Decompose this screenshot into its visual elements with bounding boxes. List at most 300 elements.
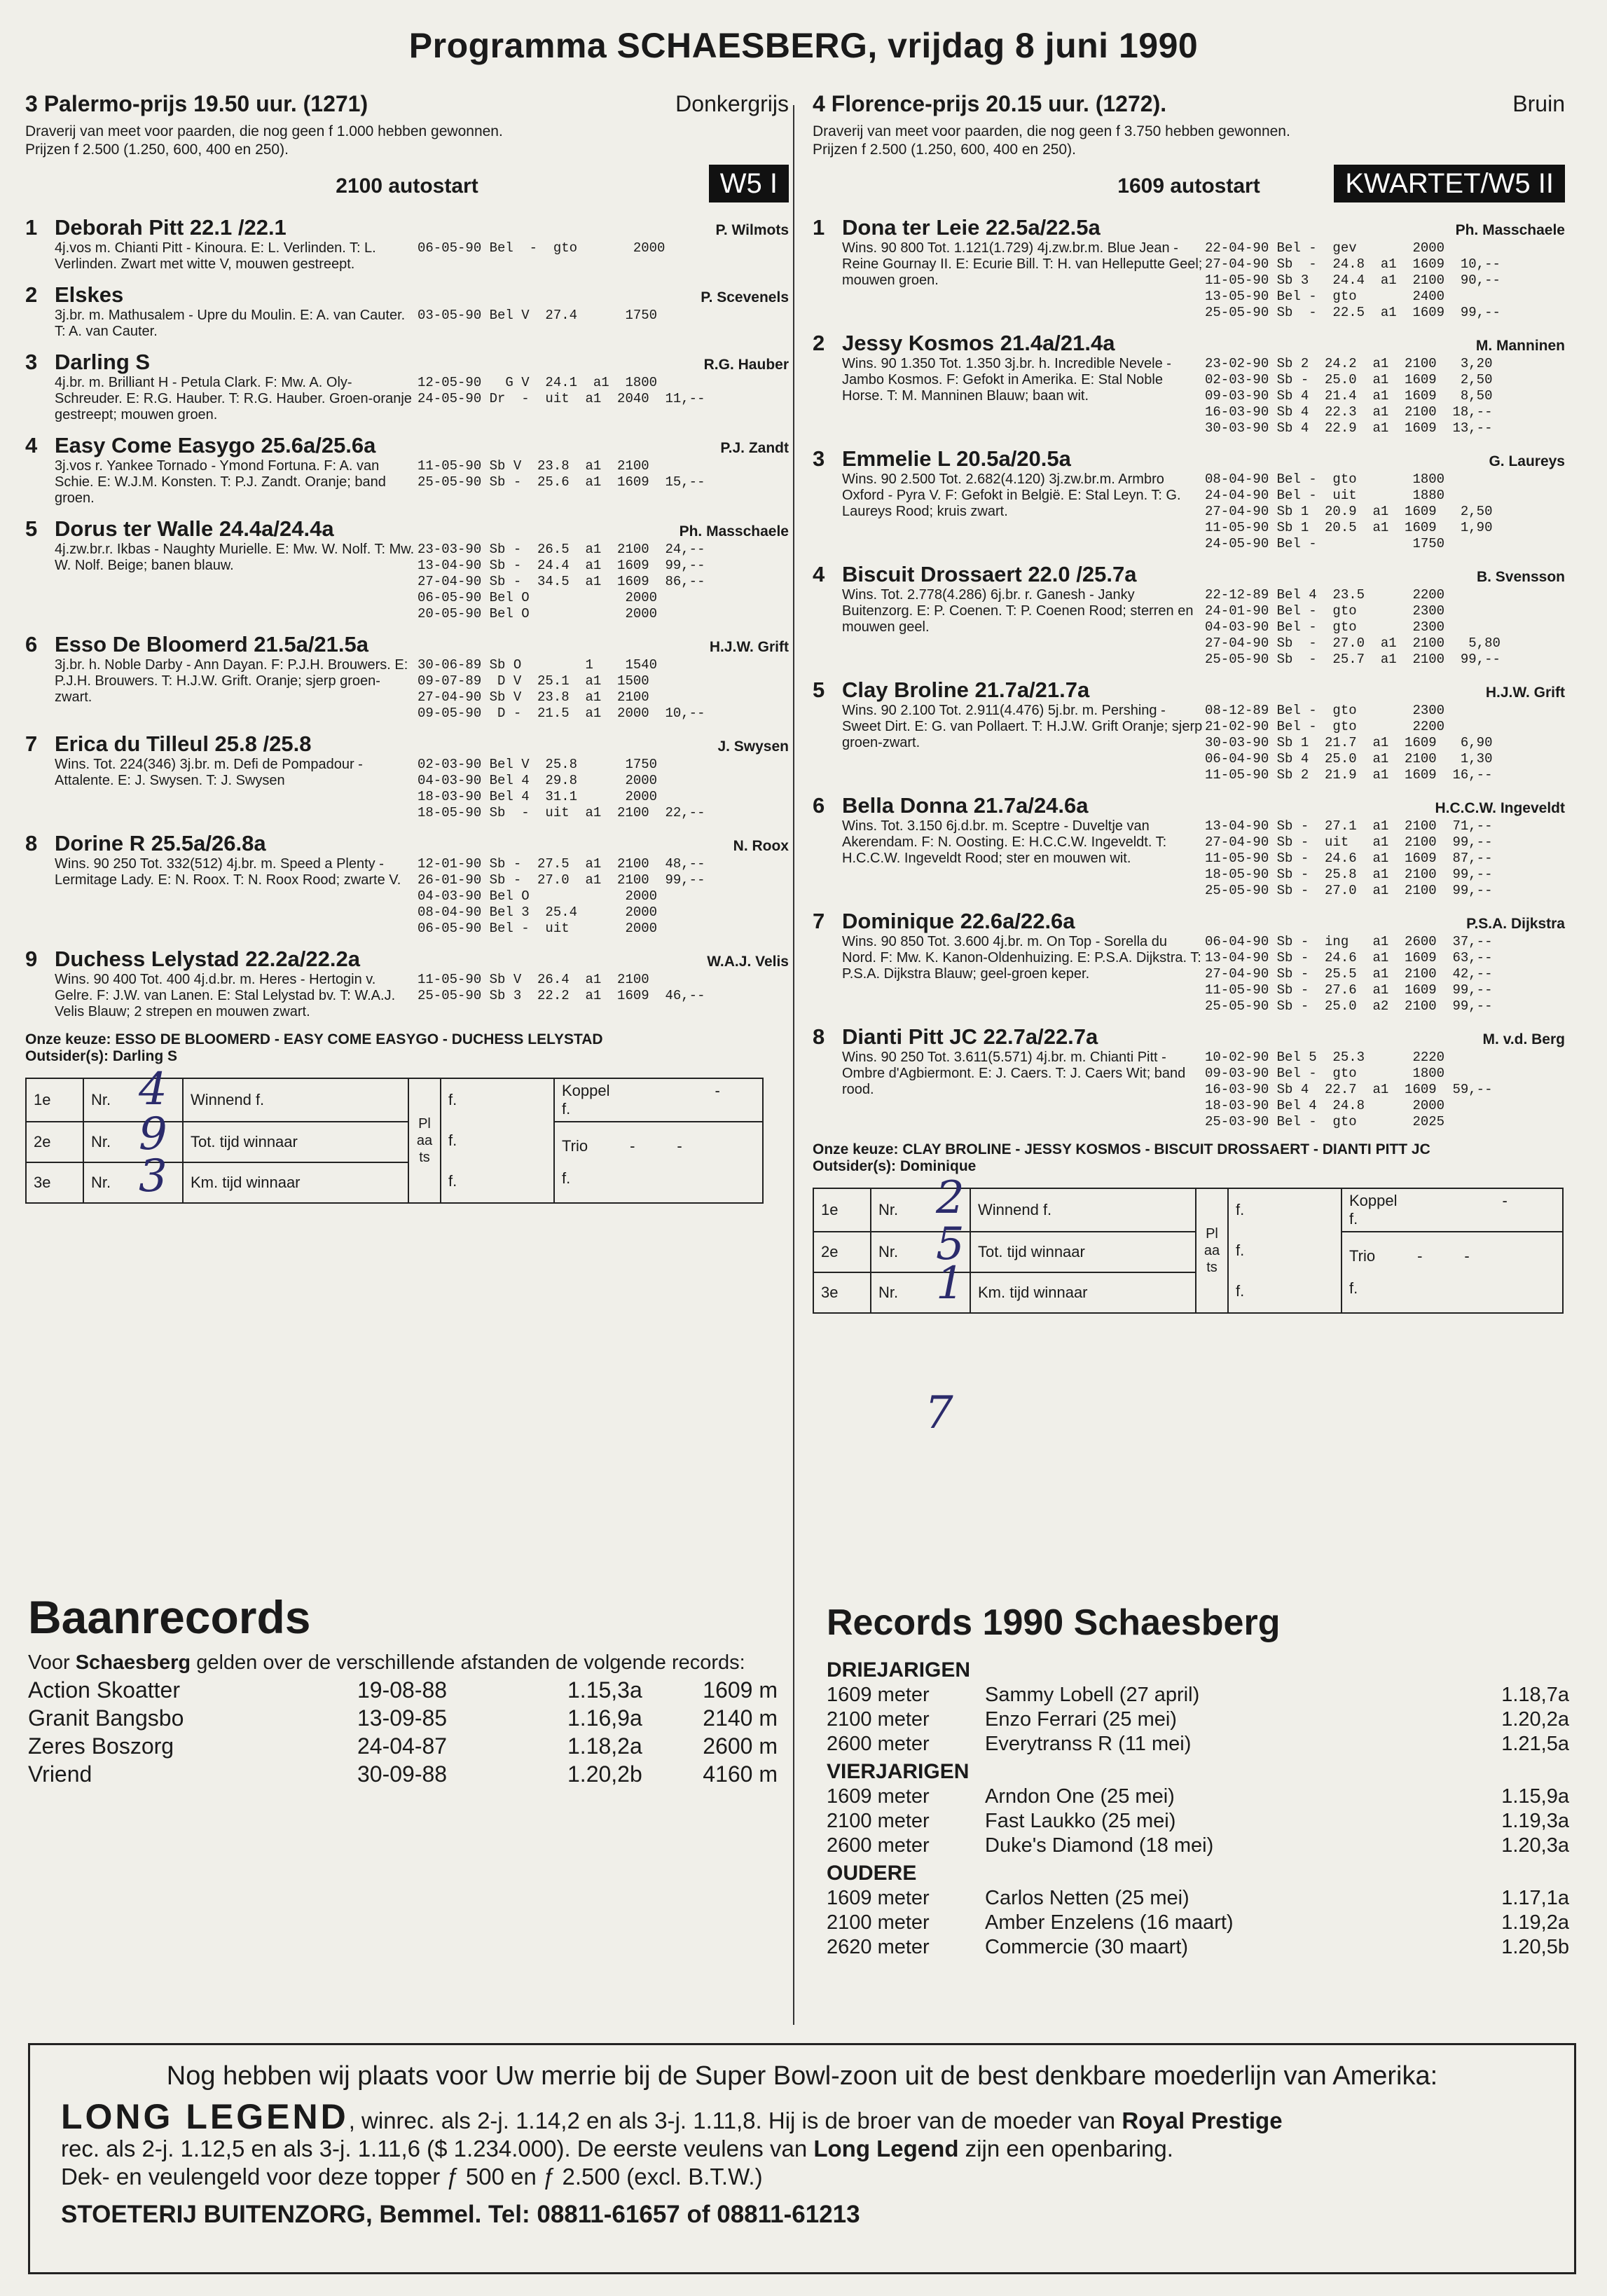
stallion-name: LONG LEGEND [61,2097,349,2136]
horse-name-text: Darling S [55,350,151,374]
horse-results: 13-04-90 Sb - 27.1 a1 2100 71,-- 27-04-90 Sb - uit a1 2100 99,-- 11-05-90 Sb - 24.6 a1 1609 87,-- 18-05-90 Sb - 25.8 a1 2100 99,-- 25-05-90 Sb - 27.0 a1 2100 99,-- [1205,818,1493,898]
race-4-column [813,91,1565,1439]
record-date: 30-09-88 [357,1761,448,1787]
horse-entry [813,1024,1565,1130]
horse-name-text: Dorus ter Walle 24.4a/24.4a [55,516,334,541]
label-cell: Km. tijd winnaar [970,1272,1196,1313]
horse-driver: B. Svensson [1476,569,1565,585]
horse-results: 11-05-90 Sb V 26.4 a1 2100 25-05-90 Sb 3 22.2 a1 1609 46,-- [418,972,705,1003]
horse-body [813,818,1565,899]
horse-name-text: Dominique 22.6a/22.6a [842,909,1075,933]
race-title: 3 Palermo-prijs 19.50 uur. (1271) [25,91,368,116]
place-cell: 1e [26,1078,83,1122]
bet-badge: W5 I [709,165,789,202]
trio-cell [554,1122,763,1203]
outsider-label: Outsider(s): [813,1158,897,1174]
horse-name [25,831,266,856]
horse-body [25,657,789,722]
track-records-section [28,1590,778,1788]
handwritten-number: 9 [139,1108,167,1160]
horse-body [25,375,789,423]
ad-footer: STOETERIJ BUITENZORG, Bemmel. Tel: 08811-61657 of 08811-61213 [61,2201,860,2228]
horse-header [25,433,789,458]
track-records-intro [28,1651,778,1675]
record-row [827,1683,1569,1707]
choice-text: ESSO DE BLOOMERD - EASY COME EASYGO - DUCHESS LELYSTAD [115,1031,603,1047]
track-record-row [28,1732,778,1760]
record-horse: Zeres Boszorg [28,1733,174,1759]
track-records-title: Baanrecords [28,1591,311,1643]
conditions-text: Draverij van meet voor paarden, die nog geen f 1.000 hebben gewonnen. [25,123,503,139]
horse-name-text: Jessy Kosmos 21.4a/21.4a [842,331,1115,355]
horse-driver: Ph. Masschaele [679,523,789,539]
horse-description: 4j.vos m. Chianti Pitt - Kinoura. E: L. Verlinden. T: L. Verlinden. Zwart met witte V, mouwen gestreept. [55,240,376,272]
horse-name [25,282,123,308]
horse-number: 8 [813,1024,825,1049]
horse-body [25,856,789,937]
horse-name [813,678,1089,703]
horse-entry [813,793,1565,899]
horse-entry [25,632,789,722]
result-row [26,1122,763,1162]
koppel-cell [554,1078,763,1122]
our-choice [25,1031,789,1065]
horse-results: 02-03-90 Bel V 25.8 1750 04-03-90 Bel 4 29.8 2000 18-03-90 Bel 4 31.1 2000 18-05-90 Sb - uit a1 2100 22,-- [418,757,705,820]
record-distance: 2600 meter [827,1733,930,1755]
ad-stallion-name: Long Legend [813,2136,959,2161]
horse-header [813,909,1565,934]
record-horse: Carlos Netten (25 mei) [985,1887,1189,1909]
horse-list [25,215,789,1020]
horse-results: 22-04-90 Bel - gev 2000 27-04-90 Sb - 24.8 a1 1609 10,-- 11-05-90 Sb 3 24.4 a1 2100 90,-- 13-05-90 Bel - gto 2400 25-05-90 Sb - 22.5 a1 1609 99,-- [1205,240,1501,320]
column-divider [793,105,794,2025]
bet-badge: KWARTET/W5 II [1334,165,1565,202]
horse-number: 7 [813,909,825,933]
outsider-text: Dominique [899,1158,977,1174]
horse-name [813,909,1075,934]
horse-number: 3 [25,350,38,374]
f-label: f. [1349,1279,1358,1297]
outsider-label: Outsider(s): [25,1048,109,1064]
ad-text: zijn een openbaring. [958,2136,1173,2161]
horse-description: Wins. 90 250 Tot. 3.611(5.571) 4j.br. m. Chianti Pitt - Ombre d'Agbiermont. E: J. Caers. T: J. Caers Wit; band rood. [842,1050,1186,1097]
plaats-f-cell [1228,1188,1342,1313]
horse-name-text: Duchess Lelystad 22.2a/22.2a [55,947,360,971]
nr-cell [83,1150,183,1203]
record-time: 1.16,9a [567,1705,642,1731]
horse-header [813,215,1565,240]
handwritten-number: 4 [139,1064,167,1115]
record-time: 1.21,5a [1501,1733,1569,1755]
record-distance: 4160 m [703,1761,778,1787]
horse-number: 4 [25,433,38,458]
horse-name-text: Clay Broline 21.7a/21.7a [842,678,1090,702]
place-cell: 1e [813,1188,871,1232]
track-record-row [28,1704,778,1732]
record-distance: 2100 meter [827,1911,930,1934]
dash: - [630,1137,635,1155]
ad-intro: Nog hebben wij plaats voor Uw merrie bij de Super Bowl-zoon uit de best denkbare moederlijn van Amerika: [166,2061,1438,2091]
nr-label: Nr. [91,1091,111,1108]
horse-number: 5 [813,678,825,702]
horse-number: 5 [25,516,38,541]
record-time: 1.18,7a [1501,1684,1569,1706]
f-label: f. [448,1091,457,1108]
race-conditions [813,123,1565,159]
horse-header [813,678,1565,703]
record-time: 1.19,2a [1501,1911,1569,1934]
horse-driver: P. Scevenels [701,289,789,305]
trio-cell [1342,1232,1563,1313]
plaats-cell: Plaats [408,1078,441,1203]
horse-entry [813,562,1565,668]
horse-body [25,757,789,821]
record-time: 1.15,3a [567,1677,642,1703]
horse-results: 11-05-90 Sb V 23.8 a1 2100 25-05-90 Sb - 25.6 a1 1609 15,-- [418,458,705,490]
record-row [827,1911,1569,1935]
horse-description: Wins. 90 2.500 Tot. 2.682(4.120) 3j.zw.br.m. Armbro Oxford - Pyra V. F: Gefokt in België. E: Stal Leyn. T: G. Laureys Rood; kruis zwart. [842,472,1181,519]
horse-header [25,350,789,375]
record-horse: Commercie (30 maart) [985,1936,1189,1958]
horse-entry [25,350,789,423]
horse-results: 22-12-89 Bel 4 23.5 2200 24-01-90 Bel - gto 2300 04-03-90 Bel - gto 2300 27-04-90 Sb - 27.0 a1 2100 5,80 25-05-90 Sb - 25.7 a1 2100 99,-- [1205,587,1501,667]
dash: - [715,1082,720,1099]
horse-header [813,562,1565,587]
label-cell: Tot. tijd winnaar [970,1232,1196,1272]
horse-results: 08-04-90 Bel - gto 1800 24-04-90 Bel - uit 1880 27-04-90 Sb 1 20.9 a1 1609 2,50 11-05-90 Sb 1 20.5 a1 1609 1,90 24-05-90 Bel - 1750 [1205,472,1493,551]
record-time: 1.19,3a [1501,1810,1569,1832]
record-horse: Enzo Ferrari (25 mei) [985,1708,1177,1731]
records-1990-list [827,1658,1569,1960]
handwritten-number: 5 [936,1218,965,1270]
horse-header [25,731,789,757]
horse-driver: W.A.J. Velis [707,954,789,970]
choice-label: Onze keuze: [25,1031,111,1047]
horse-entry [25,433,789,507]
horse-name [813,1024,1098,1050]
horse-number: 9 [25,947,38,971]
horse-description: 3j.vos r. Yankee Tornado - Ymond Fortuna. F: A. van Schie. E: W.J.M. Konsten. T: P.J. Zandt. Oranje; band groen. [55,458,386,506]
horse-body [25,458,789,507]
horse-number: 1 [25,215,38,240]
horse-name [25,947,360,972]
track-record-row [28,1676,778,1704]
horse-body [813,587,1565,668]
record-distance: 2620 meter [827,1936,930,1958]
record-distance: 1609 meter [827,1684,930,1706]
horse-driver: H.C.C.W. Ingeveldt [1435,800,1565,816]
record-row [827,1707,1569,1732]
horse-entry [25,215,789,273]
record-row [827,1809,1569,1834]
nr-label: Nr. [878,1243,899,1260]
age-group-heading: OUDERE [827,1862,917,1885]
record-horse: Duke's Diamond (18 mei) [985,1834,1214,1857]
result-row [813,1232,1563,1272]
horse-number: 6 [25,632,38,657]
record-date: 19-08-88 [357,1677,448,1703]
horse-number: 8 [25,831,38,855]
nr-cell [83,1064,183,1122]
horse-description: Wins. 90 800 Tot. 1.121(1.729) 4j.zw.br.m. Blue Jean - Reine Gournay II. E: Ecurie Bill. T: H. van Helleputte Geel; mouwen groen. [842,240,1203,288]
horse-driver: P. Wilmots [715,222,789,238]
horse-header [25,632,789,657]
place-cell: 2e [813,1232,871,1272]
horse-body [813,703,1565,783]
nr-label: Nr. [91,1174,111,1191]
intro-text: gelden over de verschillende afstanden de volgende records: [191,1651,745,1674]
horse-results: 12-05-90 G V 24.1 a1 1800 24-05-90 Dr - uit a1 2040 11,-- [418,375,705,406]
horse-number: 1 [813,215,825,240]
f-label: f. [1236,1242,1245,1259]
f-label: f. [1236,1282,1245,1300]
trio-label: Trio [1349,1247,1376,1265]
horse-driver: G. Laureys [1489,453,1565,469]
horse-description: Wins. 90 250 Tot. 332(512) 4j.br. m. Speed a Plenty - Lermitage Lady. E: N. Roox. T: N. Roox Rood; zwarte V. [55,856,401,888]
horse-body [813,240,1565,321]
horse-results: 03-05-90 Bel V 27.4 1750 [418,308,658,323]
record-time: 1.20,2a [1501,1708,1569,1731]
horse-name [813,215,1101,240]
track-records-table [28,1676,778,1788]
horse-entry [813,678,1565,783]
horse-description: 4j.br. m. Brilliant H - Petula Clark. F: Mw. A. Oly-Schreuder. E: R.G. Hauber. T: R.G. Hauber. Groen-oranje gestreept; mouwen groen. [55,375,412,422]
horse-name [25,433,375,458]
horse-description: Wins. 90 1.350 Tot. 1.350 3j.br. h. Incredible Nevele - Jambo Kosmos. F: Gefokt in Amerika. E: Stal Noble Horse. T: M. Manninen Blauw; baan wit. [842,356,1171,404]
horse-entry [813,331,1565,436]
record-distance: 2600 m [703,1733,778,1759]
horse-name-text: Dona ter Leie 22.5a/22.5a [842,215,1101,240]
horse-entry [25,731,789,821]
dash: - [1417,1247,1423,1265]
record-horse: Vriend [28,1761,92,1787]
nr-cell [871,1258,970,1313]
handwritten-number: 7 [925,1387,953,1439]
horse-entry [25,831,789,937]
horse-results: 23-03-90 Sb - 26.5 a1 2100 24,-- 13-04-90 Sb - 24.4 a1 1609 99,-- 27-04-90 Sb - 34.5 a1 1609 86,-- 06-05-90 Bel O 2000 20-05-90 Bel O 2000 [418,542,705,621]
label-cell: Km. tijd winnaar [183,1162,408,1203]
koppel-label: Koppel [562,1082,610,1099]
our-choice [813,1141,1565,1175]
horse-header [813,446,1565,472]
horse-name-text: Deborah Pitt 22.1 /22.1 [55,215,287,240]
horse-driver: H.J.W. Grift [1485,685,1565,701]
choice-label: Onze keuze: [813,1141,899,1157]
horse-driver: J. Swysen [717,738,789,755]
stud-advertisement [28,2043,1576,2274]
conditions-text: Draverij van meet voor paarden, die nog geen f 3.750 hebben gewonnen. [813,123,1290,139]
plaats-f-cell [441,1078,554,1203]
horse-name [813,793,1089,818]
start-type: 1609 autostart [1117,174,1260,198]
horse-name-text: Easy Come Easygo 25.6a/25.6a [55,433,376,458]
record-horse: Arndon One (25 mei) [985,1785,1175,1808]
f-label: f. [562,1100,571,1118]
horse-header [813,1024,1565,1050]
dash: - [1464,1247,1470,1265]
record-date: 24-04-87 [357,1733,448,1759]
horse-name [25,350,150,375]
ad-line-1 [61,2097,1543,2136]
horse-description: Wins. Tot. 2.778(4.286) 6j.br. r. Ganesh - Janky Buitenzorg. E: P. Coenen. T: P. Coenen Rood; sterren en mouwen geel. [842,587,1194,635]
place-cell: 3e [26,1162,83,1203]
horse-name-text: Dorine R 25.5a/26.8a [55,831,266,855]
horse-name-text: Biscuit Drossaert 22.0 /25.7a [842,562,1137,586]
trio-label: Trio [562,1137,588,1155]
record-horse: Action Skoatter [28,1677,180,1703]
horse-body [813,1050,1565,1130]
horse-name [813,562,1136,587]
horse-number: 6 [813,793,825,818]
record-time: 1.20,5b [1501,1936,1569,1958]
horse-results: 10-02-90 Bel 5 25.3 2220 09-03-90 Bel - gto 1800 16-03-90 Sb 4 22.7 a1 1609 59,-- 18-03-90 Bel 4 24.8 2000 25-03-90 Bel - gto 2025 [1205,1050,1493,1129]
record-time: 1.18,2a [567,1733,642,1759]
horse-entry [813,909,1565,1015]
f-label: f. [1236,1201,1245,1218]
record-distance: 2100 meter [827,1708,930,1731]
horse-entry [25,947,789,1020]
horse-results: 06-04-90 Sb - ing a1 2600 37,-- 13-04-90 Sb - 24.6 a1 1609 63,-- 27-04-90 Sb - 25.5 a1 2100 42,-- 11-05-90 Sb - 27.6 a1 1609 99,-- 25-05-90 Sb - 25.0 a2 2100 99,-- [1205,934,1493,1014]
choice-text: CLAY BROLINE - JESSY KOSMOS - BISCUIT DROSSAERT - DIANTI PITT JC [902,1141,1430,1157]
horse-name-text: Esso De Bloomerd 21.5a/21.5a [55,632,369,657]
dash: - [677,1137,682,1155]
handwritten-number: 2 [936,1172,965,1224]
horse-description: Wins. Tot. 224(346) 3j.br. m. Defi de Pompadour - Attalente. E: J. Swysen. T: J. Swysen [55,757,363,788]
horse-body [25,308,789,340]
age-group-heading: DRIEJARIGEN [827,1658,971,1682]
f-label: f. [448,1132,457,1149]
horse-body [813,472,1565,552]
record-distance: 2140 m [703,1705,778,1731]
race-header [25,91,789,117]
record-distance: 1609 meter [827,1887,930,1909]
horse-name-text: Erica du Tilleul 25.8 /25.8 [55,731,312,756]
horse-name [25,516,334,542]
page-title: Programma SCHAESBERG, vrijdag 8 juni 1990 [408,26,1199,65]
horse-header [813,331,1565,356]
record-horse: Everytranss R (11 mei) [985,1733,1192,1755]
record-row [827,1834,1569,1858]
nr-label: Nr. [878,1201,899,1218]
record-row [827,1935,1569,1960]
race-start-row [813,165,1565,205]
f-label: f. [1349,1210,1358,1228]
record-horse: Amber Enzelens (16 maart) [985,1911,1234,1934]
horse-name [25,731,311,757]
track-record-row [28,1760,778,1788]
record-distance: 1609 meter [827,1785,930,1808]
horse-body [813,934,1565,1015]
koppel-label: Koppel [1349,1192,1398,1209]
record-date: 13-09-85 [357,1705,448,1731]
label-cell: Winnend f. [183,1078,408,1122]
result-row [813,1188,1563,1232]
ad-line-3: Dek- en veulengeld voor deze topper ƒ 500 en ƒ 2.500 (excl. B.T.W.) [61,2164,763,2190]
nr-cell [83,1108,183,1162]
horse-header [813,793,1565,818]
horse-results: 23-02-90 Sb 2 24.2 a1 2100 3,20 02-03-90 Sb - 25.0 a1 1609 2,50 09-03-90 Sb 4 21.4 a1 1609 8,50 16-03-90 Sb 4 22.3 a1 2100 18,-- 30-03-90 Sb 4 22.9 a1 1609 13,-- [1205,356,1493,436]
ad-line-2 [61,2135,1543,2163]
prizes-text: Prijzen f 2.500 (1.250, 600, 400 en 250). [25,142,289,158]
record-time: 1.17,1a [1501,1887,1569,1909]
horse-description: 3j.br. m. Mathusalem - Upre du Moulin. E: A. van Cauter. T: A. van Cauter. [55,308,406,339]
horse-driver: P.J. Zandt [720,440,789,456]
race-color: Bruin [1512,91,1565,116]
outsider-text: Darling S [112,1048,178,1064]
ad-text: rec. als 2-j. 1.12,5 en als 3-j. 1.11,6 ($ 1.234.000). De eerste veulens van [61,2136,814,2161]
record-distance: 2100 meter [827,1810,930,1832]
horse-driver: N. Roox [733,838,789,854]
record-horse: Fast Laukko (25 mei) [985,1810,1176,1832]
horse-driver: M. Manninen [1475,338,1565,354]
horse-entry [25,282,789,340]
horse-results: 08-12-89 Bel - gto 2300 21-02-90 Bel - gto 2200 30-03-90 Sb 1 21.7 a1 1609 6,90 06-04-90 Sb 4 25.0 a1 2100 1,30 11-05-90 Sb 2 21.9 a1 1609 16,-- [1205,703,1493,783]
ad-royal-prestige: Royal Prestige [1122,2108,1283,2133]
horse-driver: Ph. Masschaele [1455,222,1565,238]
horse-name [813,446,1071,472]
horse-name [25,215,287,240]
horse-number: 3 [813,446,825,471]
race-title: 4 Florence-prijs 20.15 uur. (1272). [813,91,1167,116]
record-row [827,1886,1569,1911]
horse-number: 4 [813,562,825,586]
horse-header [25,215,789,240]
horse-description: 4j.zw.br.r. Ikbas - Naughty Murielle. E: Mw. W. Nolf. T: Mw. W. Nolf. Beige; banen blauw. [55,542,415,573]
horse-description: Wins. 90 400 Tot. 400 4j.d.br. m. Heres - Hertogin v. Gelre. F: J.W. van Lanen. E: Stal Lelystad bv. T: W.A.J. Velis Blauw; 2 strepen en mouwen zwart. [55,972,396,1019]
horse-description: 3j.br. h. Noble Darby - Ann Dayan. F: P.J.H. Brouwers. E: P.J.H. Brouwers. T: H.J.W. Grift. Oranje; sjerp groen-zwart. [55,657,408,705]
plaats-cell: Plaats [1196,1188,1228,1313]
horse-body [25,240,789,273]
nr-label: Nr. [878,1284,899,1301]
race-3-column [25,91,789,1204]
race-conditions [25,123,789,159]
horse-number: 2 [813,331,825,355]
race-header [813,91,1565,117]
horse-number: 7 [25,731,38,756]
horse-list [813,215,1565,1130]
horse-body [813,356,1565,436]
race-start-row [25,165,789,205]
record-horse: Granit Bangsbo [28,1705,184,1731]
results-table [813,1172,1564,1314]
koppel-cell [1342,1188,1563,1232]
results-table [25,1064,764,1204]
start-type: 2100 autostart [336,174,478,198]
age-group-heading: VIERJARIGEN [827,1760,970,1783]
record-row [827,1732,1569,1757]
place-cell: 2e [26,1122,83,1162]
horse-results: 06-05-90 Bel - gto 2000 [418,240,665,256]
horse-body [25,542,789,622]
horse-header [25,282,789,308]
horse-driver: P.S.A. Dijkstra [1466,916,1565,932]
handwritten-number: 3 [139,1150,167,1202]
place-cell: 3e [813,1272,871,1313]
records-1990-section [827,1602,1569,1960]
horse-header [25,947,789,972]
record-distance: 1609 m [703,1677,778,1703]
horse-name-text: Bella Donna 21.7a/24.6a [842,793,1089,818]
horse-driver: R.G. Hauber [703,357,789,373]
race-color: Donkergrijs [675,91,789,116]
record-distance: 2600 meter [827,1834,930,1857]
f-label: f. [448,1172,457,1190]
horse-header [25,516,789,542]
record-time: 1.20,3a [1501,1834,1569,1857]
horse-entry [813,446,1565,552]
result-row [26,1078,763,1122]
intro-text: Voor [28,1651,76,1674]
